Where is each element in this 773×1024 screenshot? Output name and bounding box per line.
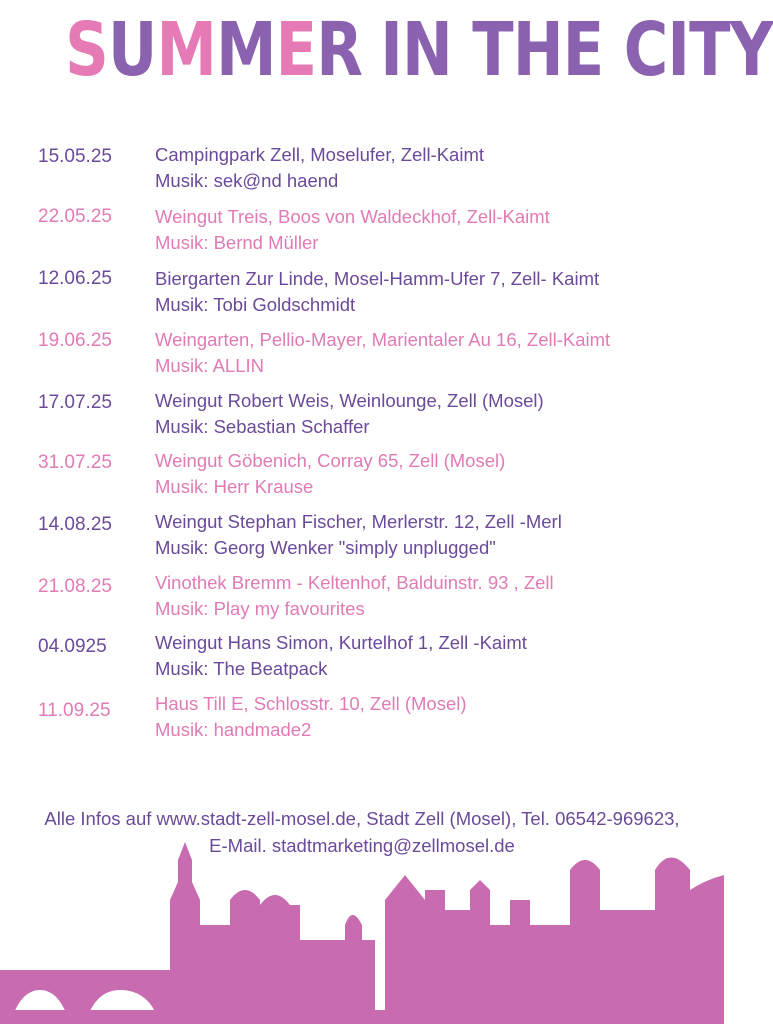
event-date: 22.05.25	[38, 206, 112, 227]
title-letter: U	[108, 7, 157, 93]
title-letter: S	[65, 7, 109, 93]
event-date: 21.08.25	[38, 576, 112, 597]
event-music: Musik: handmade2	[155, 719, 312, 740]
event-date: 17.07.25	[38, 392, 112, 413]
event-venue: Weingarten, Pellio-Mayer, Marientaler Au 16, Zell-Kaimt	[155, 329, 611, 350]
event-music: Musik: Sebastian Schaffer	[155, 416, 370, 437]
title-letter: M	[156, 7, 217, 93]
event-date: 14.08.25	[38, 514, 112, 535]
event-venue: Weingut Robert Weis, Weinlounge, Zell (Mosel)	[155, 390, 544, 411]
event-venue: Haus Till E, Schlosstr. 10, Zell (Mosel)	[155, 693, 467, 714]
poster-title	[65, 2, 773, 98]
event-date: 11.09.25	[38, 700, 111, 721]
event-date: 04.0925	[38, 636, 107, 657]
event-venue: Weingut Göbenich, Corray 65, Zell (Mosel)	[155, 450, 506, 471]
event-date: 12.06.25	[38, 268, 112, 289]
event-music: Musik: ALLIN	[155, 355, 264, 376]
event-venue: Weingut Stephan Fischer, Merlerstr. 12, Zell -Merl	[155, 511, 562, 532]
event-date: 19.06.25	[38, 330, 112, 351]
event-venue: Weingut Hans Simon, Kurtelhof 1, Zell -Kaimt	[155, 632, 527, 653]
footer-email-line: E-Mail. stadtmarketing@zellmosel.de	[209, 835, 515, 856]
hill	[690, 875, 724, 1024]
event-music: Musik: Play my favourites	[155, 598, 365, 619]
bridge-deck	[0, 970, 170, 980]
right-tower	[570, 860, 600, 1024]
event-music: Musik: sek@nd haend	[155, 170, 339, 191]
event-music: Musik: Tobi Goldschmidt	[155, 294, 356, 315]
title-letter: IN THE CITY	[380, 7, 773, 93]
city-skyline-illustration	[0, 830, 724, 1024]
far-right-tower	[655, 858, 690, 1024]
event-venue: Campingpark Zell, Moselufer, Zell-Kaimt	[155, 144, 484, 165]
title-letter: M	[216, 7, 276, 93]
event-date: 31.07.25	[38, 452, 112, 473]
domed-building	[230, 890, 300, 1024]
title-letter: E	[275, 7, 317, 93]
footer-info-line: Alle Infos auf www.stadt-zell-mosel.de, Stadt Zell (Mosel), Tel. 06542-969623,	[44, 808, 680, 829]
event-music: Musik: The Beatpack	[155, 658, 328, 679]
church-tower	[170, 842, 200, 1024]
event-music: Musik: Bernd Müller	[155, 232, 319, 253]
event-music: Musik: Georg Wenker "simply unplugged"	[155, 537, 496, 558]
event-venue: Biergarten Zur Linde, Mosel-Hamm-Ufer 7, Zell- Kaimt	[155, 268, 600, 289]
castle	[385, 875, 530, 1024]
event-venue: Vinothek Bremm - Keltenhof, Balduinstr. 93 , Zell	[155, 572, 554, 593]
event-date: 15.05.25	[38, 146, 112, 167]
title-letter: R	[316, 7, 363, 93]
event-music: Musik: Herr Krause	[155, 476, 314, 497]
event-venue: Weingut Treis, Boos von Waldeckhof, Zell-Kaimt	[155, 206, 550, 227]
statue-monument	[335, 915, 375, 1024]
